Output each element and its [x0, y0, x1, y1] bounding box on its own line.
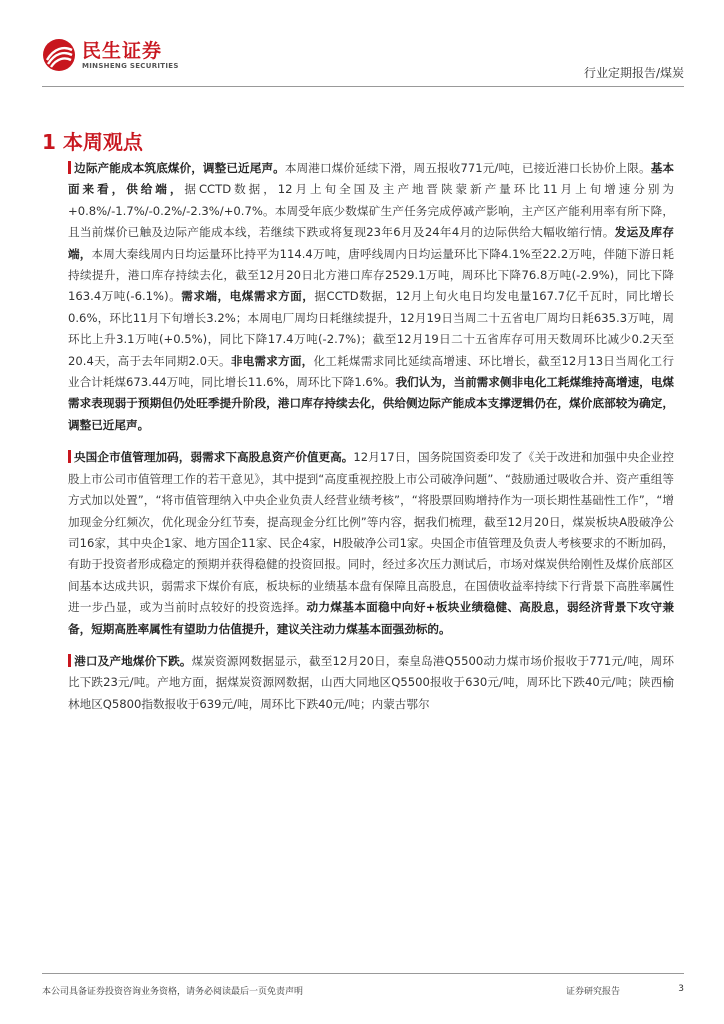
paragraph-coal-price-outlook [68, 158, 674, 436]
text-run: 本周港口煤价延续下滑，周五报收771元/吨，已接近港口长协价上限。 [284, 161, 651, 175]
bold-text-run: 动力煤基本面稳中向好+板块业绩稳健、高股息，弱经济背景下攻守兼备，短期高胜率属性有望助力估值提升，建议关注动力煤基本面强劲标的。 [68, 600, 674, 636]
text-run: 煤炭资源网数据显示，截至12月20日，秦皇岛港Q5500动力煤市场价报收于771元/吨，周环比下跌23元/吨。产地方面，据煤炭资源网数据，山西大同地区Q5500报收于630元/吨，周环比下跌40元/吨；陕西榆林地区Q5800指数报收于639元/吨，周环比下跌40元/吨；内蒙古鄂尔 [68, 653, 674, 711]
section-title: 1 本周观点 [42, 130, 143, 154]
report-body [68, 158, 674, 726]
text-run: 据CCTD数据，12月上旬全国及主产地晋陕蒙新产量环比11月上旬增速分别为+0.8%/-1.7%/-0.2%/-2.3%/+0.7%。本周受年底少数煤矿生产任务完成停减产影响，主产区产能利用率有所下降，且当前煤价已触及边际产能成本线，若继续下跌或将复现23年6月及24年4月的边际供给大幅收缩行情。 [68, 182, 674, 240]
page-header [42, 38, 684, 88]
text-run: 据CCTD数据，12月上旬火电日均发电量167.7亿千瓦时，同比增长0.6%，环比11月下旬增长3.2%；本周电厂周均日耗继续提升，12月19日当周二十五省电厂周均日耗635.3万吨，周环比上升3.1万吨(+0.5%)，同比下降17.4万吨(-2.7%)；截至12月19日二十五省库存可用天数周环比减少0.2天至20.4天，高于去年同期2.0天。 [68, 289, 674, 368]
paragraph-marker-icon [68, 161, 71, 174]
bold-text-run: 港口及产地煤价下跌。 [74, 653, 192, 668]
logo-chinese-name: 民生证券 [82, 39, 163, 62]
paragraph-marker-icon [68, 654, 71, 667]
page-number: 3 [678, 984, 684, 994]
text-run: 本周大秦线周内日均运量环比持平为114.4万吨，唐呼线周内日均运量环比下降4.1%至22.2万吨，伴随下游日耗持续提升，港口库存持续去化，截至12月20日北方港口库存2529.1万吨，周环比下降76.8万吨(-2.9%)，同比下降163.4万吨(-6.1%)。 [68, 246, 674, 304]
paragraph-text [68, 161, 674, 432]
bold-text-run: 基本面来看，供给端， [68, 161, 674, 197]
text-run: 12月17日，国务院国资委印发了《关于改进和加强中央企业控股上市公司市值管理工作的若干意见》，其中提到“高度重视控股上市公司破净问题”、“鼓励通过吸收合并、资产重组等方式加以处置”，“将市值管理纳入中央企业负责人经营业绩考核”，“将股票回购增持作为一项长期性基础性工作”，“增加现金分红频次，优化现金分红节奏，提高现金分红比例”等内容，据我们梳理，截至12月20日，煤炭板块A股破净公司16家，其中央企1家、地方国企11家、民企4家，H股破净公司1家。央国企市值管理及负责人考核要求的不断加码，有助于投资者形成稳定的预期并获得稳健的投资回报。同时，经过多次压力测试后，市场对煤炭供给刚性及煤价底部区间基本达成共识，弱需求下煤价有底，板块标的业绩基本盘有保障且高股息，在国债收益率持续下行背景下高胜率属性进一步凸显，或为当前时点较好的投资选择。 [68, 450, 674, 615]
bold-text-run: 非电需求方面， [230, 353, 314, 368]
footer-label: 证券研究报告 [566, 987, 621, 997]
paragraph-text [68, 450, 674, 635]
header-divider [42, 86, 684, 87]
paragraph-marker-icon [68, 450, 71, 463]
report-category: 行业定期报告/煤炭 [583, 66, 684, 80]
minsheng-logo-icon [42, 38, 76, 72]
bold-text-run: 央国企市值管理加码，弱需求下高股息资产价值更高。 [74, 450, 354, 465]
bold-text-run: 我们认为，当前需求侧非电化工耗煤维持高增速，电煤需求表现弱于预期但仍处旺季提升阶段，港口库存持续去化，供给侧边际产能成本支撑逻辑仍在，煤价底部较为确定，调整已近尾声。 [68, 375, 674, 432]
footer-disclaimer: 本公司具备证券投资咨询业务资格，请务必阅读最后一页免责声明 [42, 987, 304, 997]
company-logo [42, 38, 179, 72]
logo-english-name: MINSHENG SECURITIES [82, 61, 179, 70]
text-run: 化工耗煤需求同比延续高增速、环比增长，截至12月13日当周化工行业合计耗煤673.44万吨，同比增长11.6%，周环比下降1.6%。 [68, 353, 674, 390]
bold-text-run: 发运及库存端， [68, 225, 674, 261]
bold-text-run: 边际产能成本筑底煤价，调整已近尾声。 [74, 161, 285, 175]
paragraph-port-prices [68, 651, 674, 715]
footer-divider [42, 973, 684, 974]
paragraph-market-value-management [68, 447, 674, 640]
paragraph-text [68, 654, 674, 711]
bold-text-run: 需求端，电煤需求方面， [181, 289, 315, 304]
